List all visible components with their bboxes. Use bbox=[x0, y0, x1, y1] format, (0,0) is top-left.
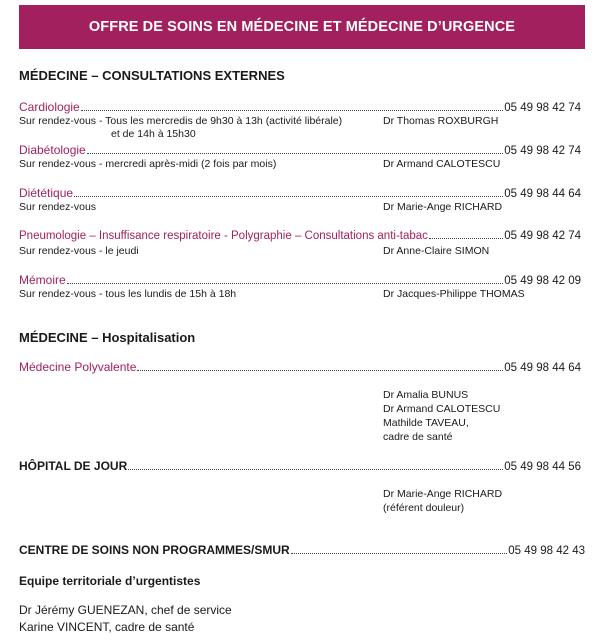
service-phone: 05 49 98 44 64 bbox=[504, 188, 581, 200]
service-row-cardiologie bbox=[19, 100, 581, 114]
doctor-name: Dr Armand CALOTESCU bbox=[383, 158, 501, 170]
service-detail: Sur rendez-vous - le jeudi bbox=[19, 245, 139, 257]
doctor-name: Dr Jacques-Philippe THOMAS bbox=[383, 288, 525, 300]
service-name: HÔPITAL DE JOUR bbox=[19, 459, 128, 473]
service-name: Diététique bbox=[19, 186, 74, 200]
staff-name: Karine VINCENT, cadre de santé bbox=[19, 620, 195, 634]
service-name: Mémoire bbox=[19, 273, 66, 287]
service-phone: 05 49 98 42 74 bbox=[504, 230, 581, 242]
service-row-dietetique bbox=[19, 186, 581, 200]
staff-name: Dr Armand CALOTESCU bbox=[383, 403, 501, 415]
staff-name: Dr Jérémy GUENEZAN, chef de service bbox=[19, 603, 232, 617]
staff-name: Dr Amalia BUNUS bbox=[383, 389, 469, 401]
service-phone: 05 49 98 42 43 bbox=[508, 545, 585, 557]
dot-leader bbox=[429, 237, 503, 239]
service-phone: 05 49 98 42 74 bbox=[504, 145, 581, 157]
service-row-hopital-de-jour bbox=[19, 459, 581, 473]
service-row-diabetologie bbox=[19, 143, 581, 157]
doctor-name: Dr Anne-Claire SIMON bbox=[383, 245, 490, 257]
dot-leader bbox=[291, 552, 508, 554]
service-detail: Sur rendez-vous - Tous les mercredis de 9h30 à 13h (activité libérale) bbox=[19, 115, 343, 127]
dot-leader bbox=[87, 152, 504, 154]
doctor-name: Dr Marie-Ange RICHARD bbox=[383, 201, 503, 213]
dot-leader bbox=[81, 109, 504, 111]
service-detail: et de 14h à 15h30 bbox=[111, 128, 196, 140]
banner-title: OFFRE DE SOINS EN MÉDECINE ET MÉDECINE D’URGENCE bbox=[88, 19, 516, 35]
service-name: CENTRE DE SOINS NON PROGRAMMES/SMUR bbox=[19, 543, 290, 557]
dot-leader bbox=[67, 282, 504, 284]
service-detail: Sur rendez-vous - tous les lundis de 15h à 18h bbox=[19, 288, 237, 300]
page-banner bbox=[19, 5, 585, 49]
dot-leader bbox=[128, 468, 503, 470]
service-detail: Sur rendez-vous - mercredi après-midi (2 fois par mois) bbox=[19, 158, 277, 170]
service-row-medecine-polyvalente bbox=[19, 360, 581, 374]
service-row-centre-de-soins bbox=[19, 543, 585, 557]
team-title: Equipe territoriale d’urgentistes bbox=[19, 574, 201, 588]
service-name: Diabétologie bbox=[19, 143, 86, 157]
service-name: Pneumologie – Insuffisance respiratoire - Polygraphie – Consultations anti-tabac bbox=[19, 230, 428, 242]
service-row-memoire bbox=[19, 273, 581, 287]
dot-leader bbox=[137, 369, 503, 371]
service-phone: 05 49 98 42 74 bbox=[504, 102, 581, 114]
staff-role: (référent douleur) bbox=[383, 502, 465, 514]
dot-leader bbox=[74, 195, 503, 197]
section-hospitalisation-title: MÉDECINE – Hospitalisation bbox=[19, 330, 196, 345]
doctor-name: Dr Thomas ROXBURGH bbox=[383, 115, 499, 127]
staff-name: Mathilde TAVEAU, bbox=[383, 417, 469, 429]
service-phone: 05 49 98 42 09 bbox=[504, 275, 581, 287]
service-detail: Sur rendez-vous bbox=[19, 201, 97, 213]
service-phone: 05 49 98 44 64 bbox=[504, 362, 581, 374]
service-phone: 05 49 98 44 56 bbox=[504, 461, 581, 473]
service-name: Cardiologie bbox=[19, 100, 80, 114]
service-row-pneumologie bbox=[19, 230, 581, 242]
section-consultations-title: MÉDECINE – CONSULTATIONS EXTERNES bbox=[19, 68, 285, 83]
staff-name: Dr Marie-Ange RICHARD bbox=[383, 488, 503, 500]
service-name: Médecine Polyvalente bbox=[19, 360, 137, 374]
staff-role: cadre de santé bbox=[383, 431, 453, 443]
